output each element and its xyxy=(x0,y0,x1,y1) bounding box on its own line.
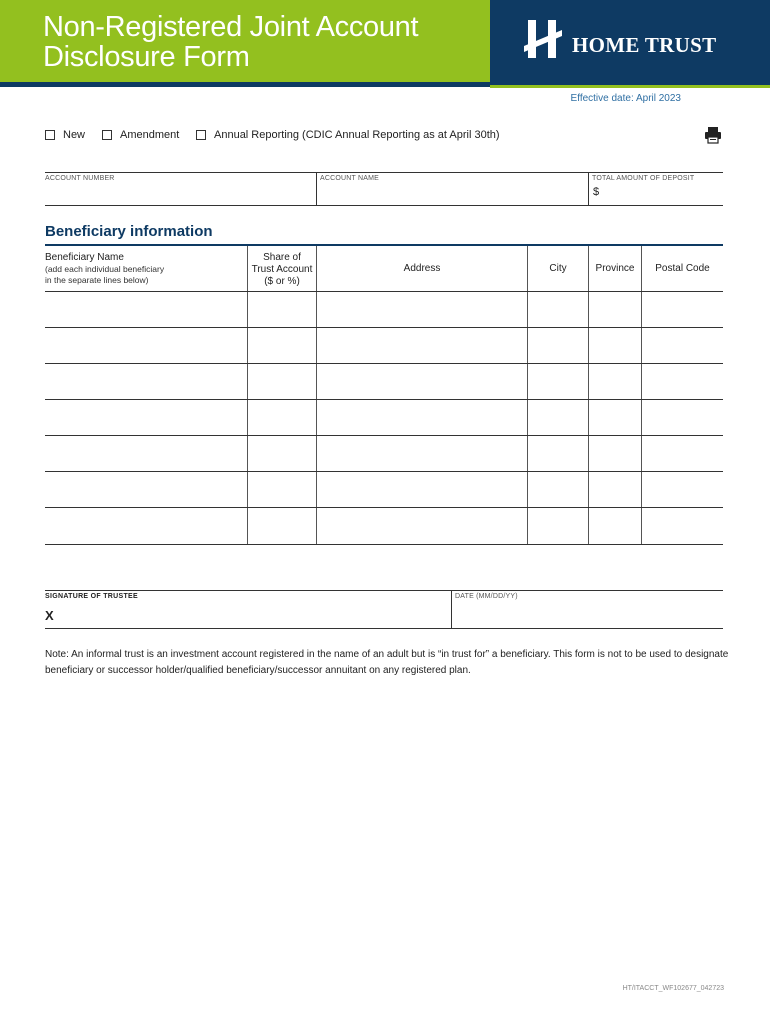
checkbox-icon[interactable] xyxy=(45,130,55,140)
signature-top-line xyxy=(45,590,723,591)
logo-text: HOME TRUST xyxy=(572,33,717,57)
account-fields-top-line xyxy=(45,172,723,173)
total-deposit-label: TOTAL AMOUNT OF DEPOSIT xyxy=(592,175,695,182)
signature-label: SIGNATURE OF TRUSTEE xyxy=(45,593,138,600)
col-share xyxy=(248,252,316,288)
checkbox-new-label: New xyxy=(63,129,86,141)
col-city: City xyxy=(549,263,567,274)
table-row-line xyxy=(45,327,723,328)
col-beneficiary-name-label: Beneficiary Name xyxy=(45,252,124,263)
col-beneficiary-name-sub2: in the separate lines below) xyxy=(45,275,149,285)
col-share-line3: ($ or %) xyxy=(264,276,300,287)
checkbox-new[interactable] xyxy=(45,129,85,141)
account-number-label: ACCOUNT NUMBER xyxy=(45,175,115,182)
col-postal-code: Postal Code xyxy=(655,263,710,274)
checkbox-icon[interactable] xyxy=(102,130,112,140)
field-divider xyxy=(316,172,317,205)
checkbox-icon[interactable] xyxy=(196,130,206,140)
col-share-line1: Share of xyxy=(263,252,301,263)
printer-icon[interactable] xyxy=(704,126,722,144)
section-title: Beneficiary information xyxy=(45,223,213,240)
field-divider xyxy=(588,172,589,205)
table-row-line xyxy=(45,471,723,472)
effective-date: Effective date: April 2023 xyxy=(570,93,681,104)
table-row-line xyxy=(45,544,723,545)
signature-mark: X xyxy=(45,608,54,623)
col-beneficiary-name xyxy=(45,252,164,286)
col-share-line2: Trust Account xyxy=(251,264,313,275)
date-label: DATE (MM/DD/YY) xyxy=(455,593,518,600)
table-row-line xyxy=(45,399,723,400)
header-stripe xyxy=(0,82,490,87)
signature-divider xyxy=(451,590,452,628)
col-province: Province xyxy=(595,263,635,274)
checkbox-amendment[interactable] xyxy=(102,129,179,141)
account-fields-bottom-line xyxy=(45,205,723,206)
checkbox-amendment-label: Amendment xyxy=(120,129,180,141)
section-rule xyxy=(45,244,723,246)
account-name-label: ACCOUNT NAME xyxy=(320,175,380,182)
checkbox-annual-reporting[interactable] xyxy=(196,129,500,141)
currency-symbol: $ xyxy=(593,186,600,198)
table-header-rule xyxy=(45,291,723,292)
table-row-line xyxy=(45,363,723,364)
signature-bottom-line xyxy=(45,628,723,629)
col-beneficiary-name-sub1: (add each individual beneficiary xyxy=(45,264,165,274)
disclaimer-note: Note: An informal trust is an investment account registered in the name of an adult but is “in trust for” a beneficiary. This form is not to be used to designate beneficiary or successor holder/qualified beneficiary/successor annuitant on any registered plan. xyxy=(45,649,729,676)
col-address: Address xyxy=(403,263,441,274)
form-title-line2: Disclosure Form xyxy=(43,41,250,73)
checkbox-annual-reporting-label: Annual Reporting (CDIC Annual Reporting as at April 30th) xyxy=(214,129,500,141)
header-stripe-green xyxy=(490,85,770,88)
table-row-line xyxy=(45,435,723,436)
form-title-line1: Non-Registered Joint Account xyxy=(43,11,419,43)
form-title xyxy=(43,12,483,72)
table-row-line xyxy=(45,507,723,508)
home-trust-logo-icon xyxy=(522,16,564,62)
footer-code: HT/ITACCT_WF102677_042723 xyxy=(622,985,724,992)
